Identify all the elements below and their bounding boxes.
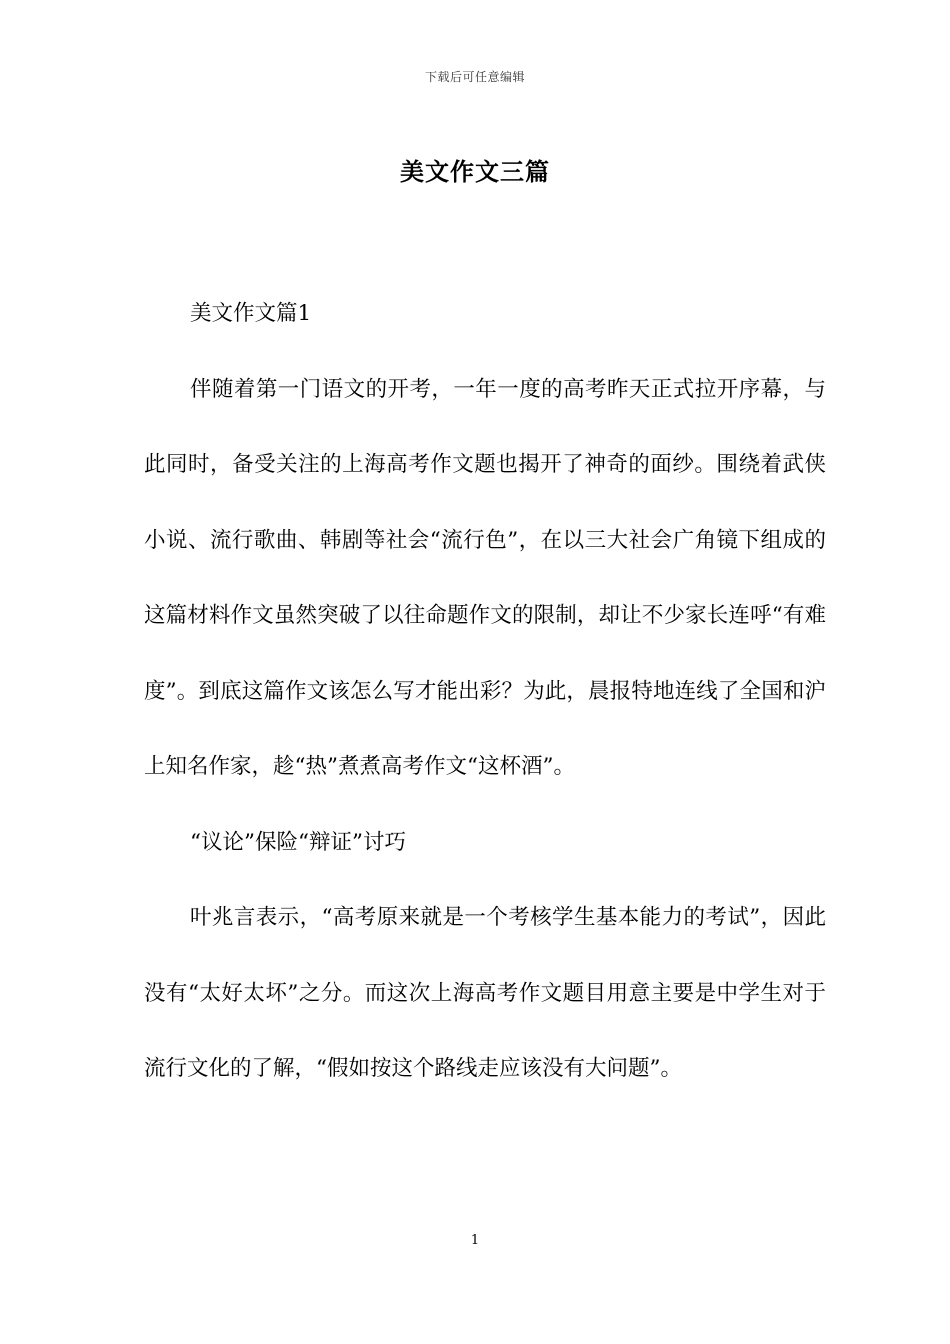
paragraph: 叶兆言表示，“高考原来就是一个考核学生基本能力的考试”，因此没有“太好太坏”之分。而这次上海高考作文题目用意主要是中学生对于流行文化的了解，“假如按这个路线走应该没有大问题”。: [144, 905, 826, 1081]
section-heading: 美文作文篇1: [190, 301, 312, 326]
subheading: “议论”保险“辩证”讨巧: [190, 829, 406, 855]
header-note: 下载后可任意编辑: [424, 70, 525, 84]
document-title: 美文作文三篇: [400, 157, 550, 186]
paragraph: 伴随着第一门语文的开考，一年一度的高考昨天正式拉开序幕，与此同时，备受关注的上海高考作文题也揭开了神奇的面纱。围绕着武侠小说、流行歌曲、韩剧等社会“流行色”，在以三大社会广角镜下组成的这篇材料作文虽然突破了以往命题作文的限制，却让不少家长连呼“有难度”。到底这篇作文该怎么写才能出彩？为此，晨报特地连线了全国和沪上知名作家，趁“热”煮煮高考作文“这杯酒”。: [144, 376, 826, 779]
document-body: [144, 276, 826, 1107]
page-number: 1: [470, 1233, 480, 1248]
